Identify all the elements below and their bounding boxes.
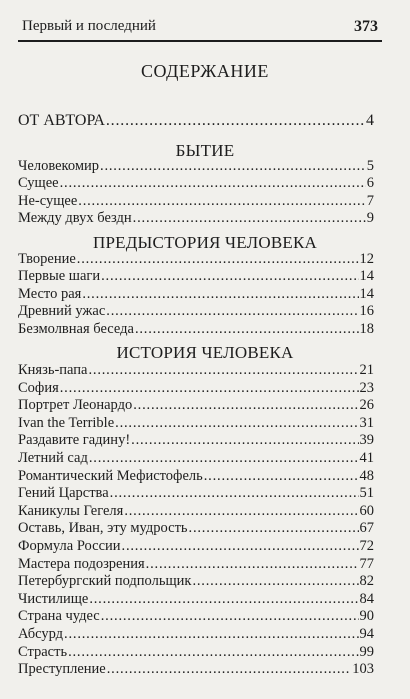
toc-entry <box>18 626 374 643</box>
toc-entry <box>18 397 374 414</box>
toc-entry <box>18 286 374 303</box>
toc-entry <box>18 556 374 573</box>
header-rule <box>18 40 382 42</box>
toc-entry-title: Творение <box>18 251 76 267</box>
toc-entry-title: Место рая <box>18 285 82 302</box>
toc-entry <box>18 520 374 537</box>
toc-entry-title: Чистилище <box>18 590 89 607</box>
toc-entry-title: Сущее <box>18 175 59 192</box>
toc-entry <box>18 573 374 590</box>
toc-entry-title: Не-сущее <box>18 192 78 209</box>
toc-entry <box>18 608 374 625</box>
toc-entry-page: 31 <box>359 414 374 431</box>
toc-entry-title: Летний сад <box>18 450 88 466</box>
toc-leader-dots <box>101 268 358 285</box>
toc-entry-title: Между двух бездн <box>18 210 132 227</box>
section-heading-predistoria: ПРЕДЫСТОРИЯ ЧЕЛОВЕКА <box>93 233 317 252</box>
toc-entry-page: 84 <box>359 590 374 607</box>
toc-entry-page: 4 <box>366 112 374 129</box>
toc-entry-title: Первые шаги <box>18 268 101 285</box>
toc-entry-title: Формула России <box>18 538 121 554</box>
toc-leader-dots <box>189 520 359 537</box>
toc-entry <box>18 485 374 502</box>
toc-entry <box>18 193 374 210</box>
toc-entry-page: 18 <box>359 320 374 337</box>
toc-entry-title: Гений Царства <box>18 485 109 502</box>
toc-entry-title: Абсурд <box>18 626 64 642</box>
toc-leader-dots <box>82 286 358 303</box>
toc-leader-dots <box>64 626 358 643</box>
toc-entry-page: 82 <box>359 573 374 590</box>
running-header-title: Первый и последний <box>22 18 156 34</box>
toc-entry <box>18 432 374 449</box>
toc-entry <box>18 591 374 608</box>
toc-entry-author <box>18 112 374 129</box>
toc-leader-dots <box>115 415 358 432</box>
toc-entry-title: Мастера подозрения <box>18 555 145 572</box>
toc-entry-page: 23 <box>359 379 374 396</box>
toc-entry-title: Романтический Мефистофель <box>18 467 203 484</box>
toc-leader-dots <box>106 303 358 320</box>
toc-leader-dots <box>110 485 359 502</box>
toc-entry-page: 26 <box>359 397 374 414</box>
toc-leader-dots <box>204 468 359 485</box>
toc-entry-title: Человекомир <box>18 158 100 174</box>
toc-leader-dots <box>78 193 365 210</box>
section-heading-istoria: ИСТОРИЯ ЧЕЛОВЕКА <box>116 343 294 362</box>
toc-entry <box>18 503 374 520</box>
toc-entry <box>18 362 374 379</box>
toc-entry-page: 39 <box>359 432 374 449</box>
toc-entry <box>18 468 374 485</box>
toc-entry-title: София <box>18 379 59 396</box>
toc-entry-title: Преступление <box>18 661 106 678</box>
toc-entry-title: Портрет Леонардо <box>18 397 133 414</box>
contents-title: СОДЕРЖАНИЕ <box>141 61 269 81</box>
toc-entry-title: Князь-папа <box>18 362 88 378</box>
toc-entry-page: 51 <box>359 485 374 502</box>
toc-leader-dots <box>135 321 359 338</box>
toc-entry-title: Страна чудес <box>18 608 100 625</box>
toc-entry <box>18 175 374 192</box>
toc-entry-title: Безмолвная беседа <box>18 320 134 337</box>
toc-entry <box>18 644 374 661</box>
toc-leader-dots <box>106 112 365 129</box>
toc-entry <box>18 321 374 338</box>
toc-leader-dots <box>89 591 358 608</box>
toc-entry-page: 14 <box>359 268 374 285</box>
toc-leader-dots <box>88 362 358 379</box>
toc-entry-page: 94 <box>359 626 374 642</box>
toc-leader-dots <box>131 432 358 449</box>
toc-entry-title: Ivan the Terrible <box>18 414 115 431</box>
toc-entry-title: Раздавите гадину! <box>18 432 131 449</box>
toc-entry-page: 12 <box>359 251 374 267</box>
toc-leader-dots <box>60 175 366 192</box>
toc-entry-page: 103 <box>352 661 374 678</box>
toc-entry <box>18 415 374 432</box>
toc-entry-title: Древний ужас <box>18 303 106 320</box>
section-heading-bytie: БЫТИЕ <box>175 141 235 160</box>
toc-entry <box>18 380 374 397</box>
toc-entry-page: 16 <box>359 303 374 320</box>
toc-leader-dots <box>107 661 352 678</box>
toc-leader-dots <box>77 251 359 268</box>
toc-entry-page: 72 <box>359 538 374 554</box>
toc-entry-page: 14 <box>359 285 374 302</box>
toc-entry <box>18 210 374 227</box>
toc-entry-page: 67 <box>359 520 374 537</box>
toc-entry <box>18 158 374 175</box>
toc-entry <box>18 450 374 467</box>
page-number: 373 <box>354 18 378 35</box>
toc-entry-page: 41 <box>359 450 374 466</box>
toc-entry-page: 7 <box>366 192 374 209</box>
toc-entry <box>18 303 374 320</box>
toc-leader-dots <box>146 556 359 573</box>
toc-leader-dots <box>133 210 366 227</box>
toc-entry-page: 77 <box>359 555 374 572</box>
toc-entry-page: 6 <box>366 175 374 192</box>
toc-leader-dots <box>60 380 359 397</box>
toc-leader-dots <box>89 450 359 467</box>
toc-entry-page: 90 <box>359 608 374 625</box>
toc-entry-title: Оставь, Иван, эту мудрость <box>18 520 188 537</box>
toc-entry <box>18 538 374 555</box>
toc-entry-title: Каникулы Гегеля <box>18 502 124 519</box>
toc-leader-dots <box>122 538 359 555</box>
toc-leader-dots <box>101 608 359 625</box>
toc-entry-page: 21 <box>359 362 374 378</box>
toc-entry-page: 9 <box>366 210 374 227</box>
toc-entry-title: Страсть <box>18 643 68 660</box>
toc-entry-title: Петербургский подпольщик <box>18 573 192 590</box>
toc-entry-page: 60 <box>359 502 374 519</box>
toc-entry-page: 5 <box>366 158 374 174</box>
toc-leader-dots <box>100 158 366 175</box>
toc-leader-dots <box>192 573 358 590</box>
toc-leader-dots <box>68 644 358 661</box>
toc-entry <box>18 661 374 678</box>
toc-entry-title: ОТ АВТОРА <box>18 112 105 129</box>
toc-leader-dots <box>124 503 358 520</box>
toc-entry-page: 48 <box>359 467 374 484</box>
toc-entry <box>18 251 374 268</box>
toc-entry-page: 99 <box>359 643 374 660</box>
toc-leader-dots <box>133 397 358 414</box>
toc-entry <box>18 268 374 285</box>
